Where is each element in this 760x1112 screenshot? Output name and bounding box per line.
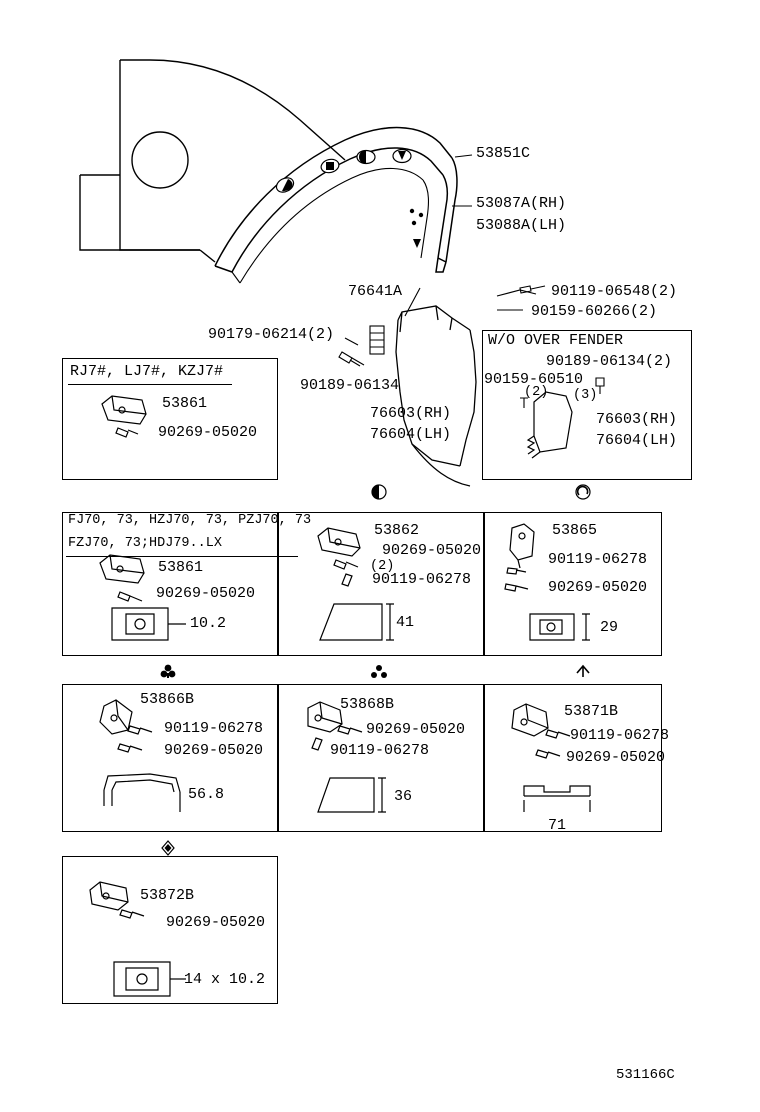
panel-fj70-part: 53861 (158, 559, 204, 576)
panel-rj7-part: 53861 (162, 395, 208, 412)
wo-qty-2: (2) (524, 385, 549, 400)
wo-90189-06134-2: 90189-06134(2) (546, 353, 673, 370)
callout-53087a-rh: 53087A(RH) (476, 195, 567, 212)
wo-90159-60510: 90159-60510 (484, 371, 584, 388)
panel-53871b-fastener-2: 90269-05020 (566, 749, 666, 766)
wo-76603-rh: 76603(RH) (596, 411, 678, 428)
panel-fj70-heading-2: FZJ70, 73;HDJ79..LX (68, 536, 222, 551)
figure-code: 531166C (616, 1067, 675, 1083)
panel-53865-fastener-2: 90269-05020 (548, 579, 648, 596)
panel-53868b-fastener-1: 90269-05020 (366, 721, 466, 738)
wo-over-fender-heading: W/O OVER FENDER (488, 332, 624, 349)
panel-53862-dim: 41 (396, 614, 415, 631)
wo-76604-lh: 76604(LH) (596, 432, 678, 449)
callout-90119-06548: 90119-06548(2) (551, 283, 678, 300)
wo-qty-3: (3) (573, 388, 598, 403)
panel-fj70-heading-1: FJ70, 73, HZJ70, 73, PZJ70, 73 (68, 513, 312, 528)
callout-53851c: 53851C (476, 145, 531, 162)
panel-rj7-heading-underline (68, 384, 232, 385)
panel-rj7-heading: RJ7#, LJ7#, KZJ7# (70, 363, 224, 380)
callout-90179-06214: 90179-06214(2) (208, 326, 335, 343)
panel-53862-fastener-2: 90119-06278 (372, 571, 472, 588)
panel-53872b-dim: 14 x 10.2 (184, 971, 266, 988)
panel-53868b-fastener-2: 90119-06278 (330, 742, 430, 759)
panel-53862-qty: (2) (370, 559, 395, 574)
panel-53871b-fastener-1: 90119-06278 (570, 727, 670, 744)
panel-53865-dim: 29 (600, 619, 619, 636)
callout-76604-lh: 76604(LH) (370, 426, 452, 443)
panel-fj70-heading-underline (66, 556, 298, 557)
callout-90189-06134: 90189-06134 (300, 377, 400, 394)
panel-53865-part: 53865 (552, 522, 598, 539)
panel-fj70-fastener-1: 90269-05020 (156, 585, 256, 602)
callout-76641a: 76641A (348, 283, 403, 300)
panel-53872b-fastener-1: 90269-05020 (166, 914, 266, 931)
panel-53868b-dim: 36 (394, 788, 413, 805)
panel-rj7-fastener-1: 90269-05020 (158, 424, 258, 441)
panel-53872b-part: 53872B (140, 887, 195, 904)
panel-53866b-part: 53866B (140, 691, 195, 708)
panel-53866b-fastener-1: 90119-06278 (164, 720, 264, 737)
panel-fj70 (62, 512, 278, 656)
panel-53862-fastener-1: 90269-05020 (382, 542, 482, 559)
panel-fj70-dim: 10.2 (190, 615, 227, 632)
panel-53866b-fastener-2: 90269-05020 (164, 742, 264, 759)
panel-53871b-part: 53871B (564, 703, 619, 720)
panel-53865-fastener-1: 90119-06278 (548, 551, 648, 568)
callout-90159-60266: 90159-60266(2) (531, 303, 658, 320)
panel-53868b-part: 53868B (340, 696, 395, 713)
panel-53862-part: 53862 (374, 522, 420, 539)
callout-76603-rh: 76603(RH) (370, 405, 452, 422)
panel-53866b-dim: 56.8 (188, 786, 225, 803)
panel-53871b-dim: 71 (548, 817, 567, 834)
callout-53088a-lh: 53088A(LH) (476, 217, 567, 234)
